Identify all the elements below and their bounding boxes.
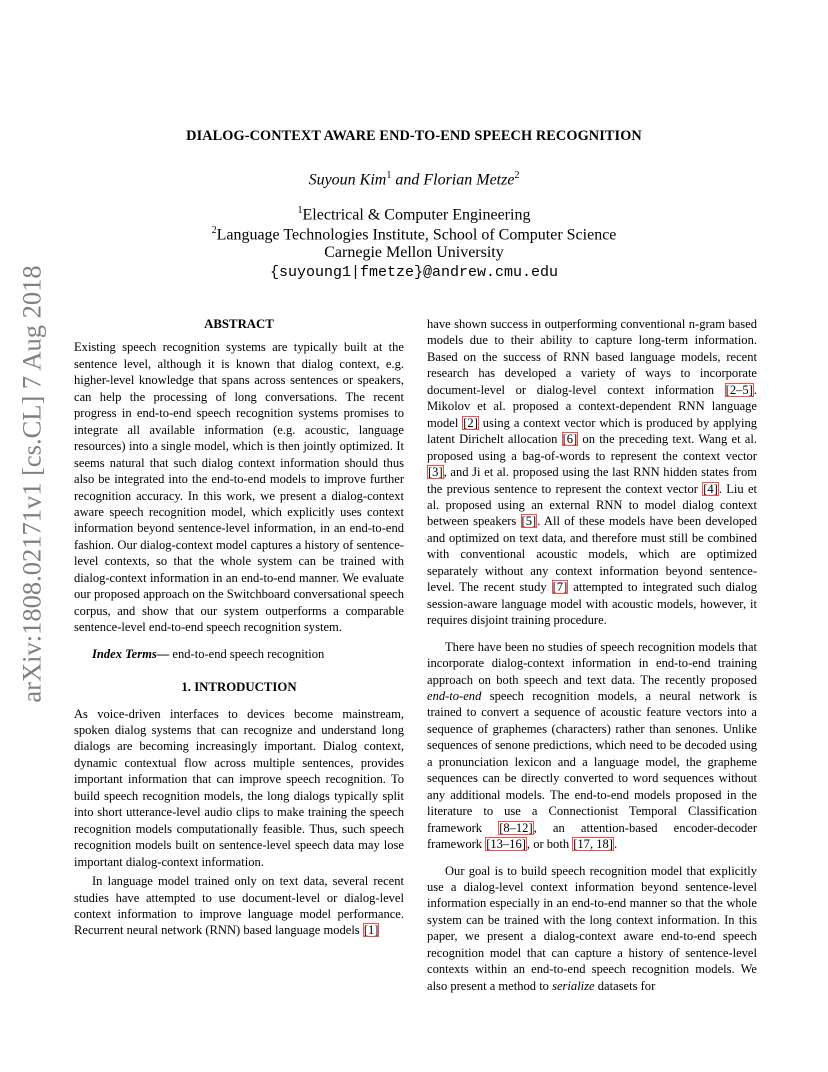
index-terms-label: Index Terms— (92, 646, 170, 661)
intro-p3-text-c: , an attention-based encoder-decoder framework (427, 820, 758, 852)
citation-link[interactable]: [6] (562, 432, 578, 447)
right-column (427, 316, 757, 994)
author-line (0, 170, 828, 189)
intro-paragraph-2-cont (427, 316, 757, 629)
citation-link[interactable]: [13–16] (486, 837, 526, 852)
intro-p2-text-i: attempted to integrated such dialog session-aware language model with acoustic models, however, it requires disjoint training procedure. (427, 580, 757, 628)
intro-paragraph-4 (427, 863, 757, 995)
intro-paragraph-3 (427, 639, 757, 853)
left-column (74, 316, 404, 939)
intro-p3-text-b: speech recognition models, a neural network is trained to convert a sequence of acoustic feature vectors into a sequence of graphemes (characters) rather than senones. Unlike sequences of senone predictions, which need to be decoded using a pronunciation lexicon and a language model, the grapheme sequences can be directly converted to word sequences without any additional models. The end-to-end models proposed in the literature to use a Connectionist Temporal Classification framework (427, 688, 757, 835)
intro-paragraph-1: As voice-driven interfaces to devices become mainstream, spoken dialog systems that can recognize and understand long dialogs are becoming increasingly important. Dialog context, dynamic contextual flow across multiple sentences, provides important information that can improve speech recognition. To build speech recognition models, the long dialogs typically split into short utterance-level audio clips to make training the speech recognition models computationally feasible. Thus, such speech recognition models built on sentence-level speech data may lose important dialog-context information. (74, 706, 404, 869)
author-1-affil-mark: 1 (386, 170, 392, 181)
index-terms-text: end-to-end speech recognition (169, 646, 325, 661)
intro-p4-text-a: Our goal is to build speech recognition model that explicitly use a dialog-level context information beyond sentence-level information especially in an end-to-end manner so that the whole system can be trained with the long context information. In this paper, we present a dialog-context aware end-to-end speech recognition model that can capture a history of sentence-level contexts within an end-to-end speech recognition models. We also present a method to (427, 863, 757, 993)
citation-link[interactable]: [7] (552, 580, 568, 595)
author-emails: {suyoung1|fmetze}@andrew.cmu.edu (269, 264, 559, 281)
intro-p3-emphasis: end-to-end (427, 688, 482, 703)
affiliation-3: Carnegie Mellon University (324, 244, 504, 261)
intro-p3-text-a: There have been no studies of speech recognition models that incorporate dialog-context information in end-to-end training approach on both speech and text data. The recently proposed (427, 639, 757, 687)
author-conjunction: and (391, 171, 424, 189)
intro-p3-text-e: . (613, 837, 618, 852)
citation-link[interactable]: [5] (521, 514, 537, 529)
citation-link[interactable]: [8–12] (499, 820, 533, 835)
intro-p2-text-f: , and Ji et al. proposed using the last RNN hidden states from the previous sentence to represent the context vector (427, 465, 757, 496)
citation-link[interactable]: [17, 18] (573, 837, 613, 852)
intro-p2-text-e: on the preceding text. Wang et al. proposed using a bag-of-words to represent the context vector (427, 432, 757, 463)
affil-1-text: Electrical & Computer Engineering (302, 206, 531, 224)
arxiv-sidebar (16, 265, 47, 703)
intro-paragraph-2-start (74, 873, 404, 939)
citation-link[interactable]: [4] (703, 481, 718, 496)
abstract-text: Existing speech recognition systems are typically built at the sentence level, although it is known that dialog context, e.g. higher-level knowledge that spans across sentences or speakers, can help the processing of long conversations. The recent progress in end-to-end speech recognition systems promises to integrate all available information (e.g. acoustic, language resources) into a single model, which is then jointly optimized. It seems natural that such dialog context information should thus also be integrated into the end-to-end models to improve further recognition accuracy. In this work, we present a dialog-context aware speech recognition model, which explicitly uses context information beyond sentence-level information, in an end-to-end fashion. Our dialog-context model captures a history of sentence-level contexts, so that the whole system can be trained with dialog-context information in an end-to-end manner. We evaluate our proposed approach on the Switchboard conversational speech corpus, and show that our system outperforms a comparable sentence-level end-to-end speech recognition system. (74, 340, 404, 635)
intro-p2-text-a: In language model trained only on text data, several recent studies have attempted to use document-level or dialog-level context information to improve language model performance. Recurrent neural network (RNN) based language models (74, 874, 404, 938)
affiliation-2 (0, 225, 828, 244)
abstract-heading: ABSTRACT (204, 317, 274, 331)
intro-p2-text-b: have shown success in outperforming conventional n-gram based models due to their ability to capture long-term information. Based on the success of RNN based language models, recent research has developed a variety of ways to incorporate document-level or dialog-level context information (427, 317, 757, 397)
intro-p2-text-d: using a context vector which is produced by applying latent Dirichelt allocation (427, 415, 758, 447)
intro-p4-text-b: datasets for (594, 978, 656, 993)
affil-2-text: Language Technologies Institute, School of Computer Science (216, 226, 617, 244)
intro-p2-text-h: . All of these models have been developed and optimized on text data, and therefore must still be combined with conventional acoustic models, which are optimized separately without any context information beyond sentence-level. The recent study (427, 514, 757, 595)
author-2: Florian Metze (423, 171, 515, 189)
arxiv-identifier: arXiv:1808.02171v1 [cs.CL] 7 Aug 2018 (16, 265, 47, 703)
affil-1-mark: 1 (297, 205, 303, 216)
index-terms (74, 646, 404, 662)
citation-link[interactable]: [2–5] (725, 382, 753, 397)
author-1: Suyoun Kim (308, 171, 387, 189)
citation-link[interactable]: [1] (363, 923, 379, 938)
affil-2-mark: 2 (211, 225, 217, 236)
author-2-affil-mark: 2 (514, 170, 520, 181)
citation-link[interactable]: [3] (428, 465, 443, 480)
intro-p2-text-g: . Liu et al. proposed using an external RNN to model dialog context between speakers (427, 481, 758, 529)
intro-p4-emphasis: serialize (552, 978, 595, 993)
intro-heading: 1. INTRODUCTION (181, 680, 297, 695)
intro-p2-text-c: . Mikolov et al. proposed a context-dependent RNN language model (427, 382, 757, 430)
affiliation-1 (0, 205, 828, 224)
email-line (0, 263, 828, 281)
paper-title: DIALOG-CONTEXT AWARE END-TO-END SPEECH RECOGNITION (186, 128, 642, 144)
intro-p3-text-d: , or both (526, 837, 573, 852)
citation-link[interactable]: [2] (463, 415, 478, 430)
